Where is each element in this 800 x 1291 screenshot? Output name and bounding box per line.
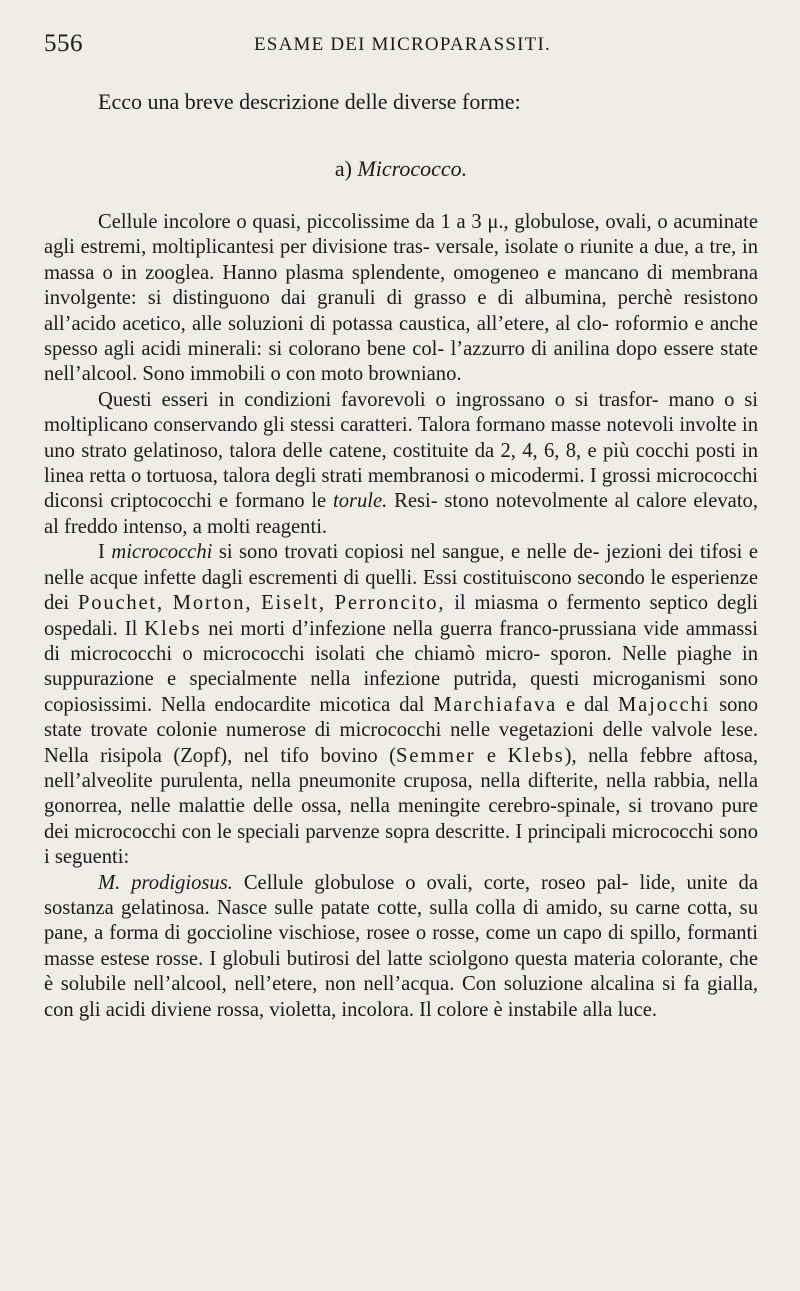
intro-line: Ecco una breve descrizione delle diverse forme:	[98, 89, 521, 114]
running-title: ESAME DEI MICROPARASSITI.	[254, 34, 551, 55]
paragraph-3-text-e: sono state trovate colonie numerose di micrococchi nelle vegetazioni delle valvole lese. Nella risipola (Zopf), nel tifo bovino (	[44, 693, 758, 767]
paragraph-2-text-a: Questi esseri in condizioni favorevoli o ingrossano o si trasfor- mano o si moltiplicano conservando gli stessi caratteri. Talora formano masse notevoli involte in uno strato gelatinoso, talora delle catene, costituite da 2, 4, 6, 8, e più cocchi posti in linea retta o tortuosa, talora degli strati membranosi o micodermi. I grossi micrococchi diconsi criptococchi e formano le	[44, 388, 758, 513]
author-perroncito: Perroncito,	[334, 592, 446, 615]
section-title: Micrococco.	[357, 156, 468, 181]
author-klebs: Klebs	[144, 617, 202, 640]
author-eiselt: Eiselt,	[261, 592, 326, 615]
term-torule: torule.	[332, 490, 388, 513]
section-marker: a)	[334, 156, 352, 181]
paragraph-3-start: I	[98, 541, 112, 564]
author-majocchi: Majocchi	[618, 693, 711, 716]
paragraph-2-text-b: Resi- stono notevolmente al calore elevato, al freddo intenso, a molti reagenti.	[44, 490, 758, 538]
book-page	[44, 30, 758, 1023]
page-number: 556	[44, 30, 83, 57]
author-klebs-2: Klebs	[507, 744, 565, 767]
paragraph-4-text: Cellule globulose o ovali, corte, roseo pal- lide, unite da sostanza gelatinosa. Nasce sulle patate cotte, sulla colla di amido, su carne cotta, su pane, a forma di goccioline vischiose, rosee o rosse, come un capo di spillo, formanti masse estese rosse. I globuli butirosi del latte sciolgono questa materia colorante, che è solubile nell’alcool, nell’etere, non nell’acqua. Con soluzione alcalina si fa gialla, con gli acidi diviene rossa, violetta, incolora. Il colore è instabile alla luce.	[44, 871, 758, 1021]
section-heading	[44, 155, 758, 182]
term-m-prodigiosus: M. prodigiosus.	[98, 871, 233, 894]
author-morton: Morton,	[172, 592, 253, 615]
paragraph-3-conjunction: e	[475, 744, 508, 767]
paragraph-3-text-d: e dal	[557, 693, 619, 716]
page-header	[44, 30, 758, 64]
paragraph-3-text-c: nei morti d’infezione nella guerra franco-prussiana vide ammassi di micrococchi o micrococchi isolati che chiamò micro- sporon. Nelle piaghe in suppurazione e specialmente nella infezione putrida, questi microganismi sono copiosissimi. Nella endocardite micotica dal	[44, 617, 758, 716]
term-micrococchi: micrococchi	[111, 541, 213, 564]
paragraph-3-text-a: si sono trovati copiosi nel sangue, e nelle de- jezioni dei tifosi e nelle acque infette dagli escrementi di quelli. Essi costituiscono secondo le esperienze dei	[44, 541, 758, 615]
paragraph-3	[44, 540, 758, 870]
author-marchiafava: Marchiafava	[433, 693, 558, 716]
paragraph-3-text-f: ), nella febbre aftosa, nell’alveolite purulenta, nella pneumonite cruposa, nella difterite, nella rabbia, nella gonorrea, nelle malattie delle ossa, nella meningite cerebro-spinale, si trovano pure dei micrococchi con le speciali parvenze sopra descritte. I principali micrococchi sono i seguenti:	[44, 744, 759, 869]
author-pouchet: Pouchet,	[78, 592, 164, 615]
paragraph-4	[44, 871, 758, 1023]
paragraph-3-text-b: il miasma o fermento septico degli ospedali. Il	[44, 592, 758, 640]
paragraph-2	[44, 388, 758, 540]
author-semmer: Semmer	[396, 744, 476, 767]
paragraph-1: Cellule incolore o quasi, piccolissime da 1 a 3 μ., globulose, ovali, o acuminate agli estremi, moltiplicantesi per divisione tras- versale, isolate o riunite a due, a tre, in massa o in zooglea. Hanno plasma splendente, omogeneo e mancano di membrana involgente: si distinguono dai granuli di grasso e di albumina, perchè resistono all’acido acetico, alle soluzioni di potassa caustica, all’etere, al clo- roformio e anche spesso agli acidi minerali: si colorano bene col- l’azzurro di anilina dopo essere state nell’alcool. Sono immobili o con moto browniano.	[44, 211, 758, 386]
